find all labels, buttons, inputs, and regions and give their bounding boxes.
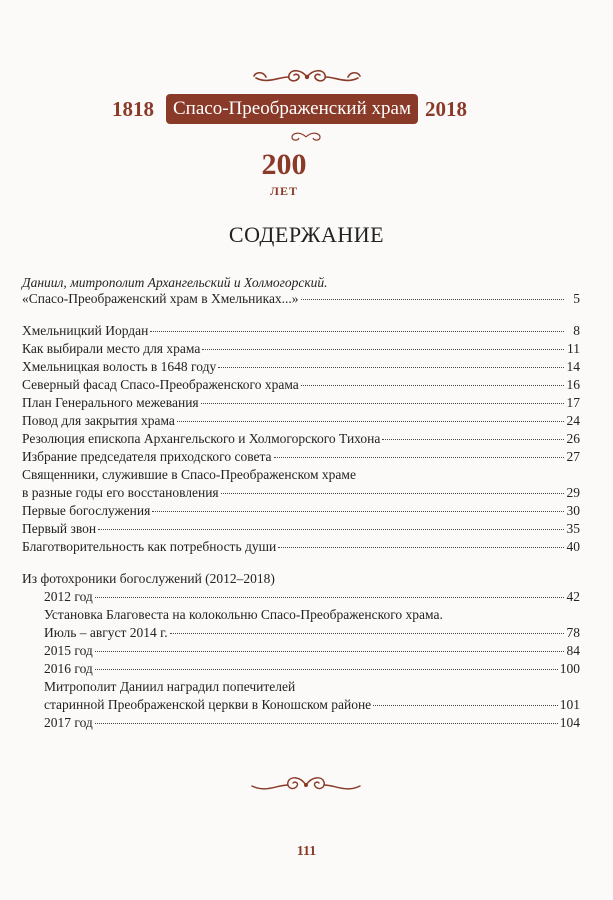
toc-entry-title: в разные годы его восстановления <box>22 485 219 500</box>
toc-entry-page: 84 <box>566 643 580 658</box>
toc-entry-title: Установка Благовеста на колокольню Спасо-Преображенского храма. <box>44 607 443 622</box>
toc-entry-title: Резолюция епископа Архангельского и Холмогорского Тихона <box>22 431 381 446</box>
dot-leader <box>152 500 564 512</box>
toc-entry-title: 2017 год <box>44 715 93 730</box>
toc-entry-title: Первые богослужения <box>22 503 151 518</box>
toc-entry <box>44 588 580 606</box>
toc-entry-page: 78 <box>566 625 580 640</box>
toc-entry-page: 26 <box>566 431 580 446</box>
toc-entry-title: Хмельницкая волость в 1648 году <box>22 359 217 374</box>
year-end: 2018 <box>425 97 467 121</box>
toc-entry-title: 2015 год <box>44 643 93 658</box>
toc-entry-title: Как выбирали место для храма <box>22 341 201 356</box>
toc-entry-page: 14 <box>566 359 580 374</box>
toc-entry-page: 30 <box>566 503 580 518</box>
anniversary-word: ЛЕТ <box>270 184 298 198</box>
dot-leader <box>95 712 558 724</box>
divider-ornament-icon <box>276 130 336 144</box>
toc-entry <box>22 290 580 308</box>
toc-entry-title: «Спасо-Преображенский храм в Хмельниках...» <box>22 291 299 306</box>
toc-entry-page: 11 <box>567 341 580 356</box>
dot-leader <box>301 288 564 300</box>
toc-entry-title: Первый звон <box>22 521 97 536</box>
dot-leader <box>95 586 564 598</box>
dot-leader <box>202 338 564 350</box>
top-ornament-icon <box>246 64 368 90</box>
toc-entry-title: Июль – август 2014 г. <box>44 625 168 640</box>
toc-entry-page: 101 <box>559 697 580 712</box>
dot-leader <box>170 622 564 634</box>
toc-entry-title: 2016 год <box>44 661 93 676</box>
anniversary-number: 200 <box>261 148 307 181</box>
toc-entry-title: Митрополит Даниил наградил попечителей <box>44 679 296 694</box>
page-title: СОДЕРЖАНИЕ <box>228 222 385 247</box>
toc-entry-title: Из фотохроники богослужений (2012–2018) <box>22 571 275 586</box>
toc-entry-page: 35 <box>566 521 580 536</box>
toc-entry-page: 104 <box>559 715 580 730</box>
toc-entry <box>22 538 580 556</box>
toc-entry-page: 27 <box>566 449 580 464</box>
toc-entry-title: Повод для закрытия храма <box>22 413 175 428</box>
bottom-ornament-icon <box>244 771 368 799</box>
dot-leader <box>373 694 558 706</box>
toc-entry-title: Даниил, митрополит Архангельский и Холмогорский. <box>22 275 328 290</box>
page-number: 111 <box>296 844 317 859</box>
header-title-banner <box>166 94 418 124</box>
toc-entry-title: Благотворительность как потребность души <box>22 539 277 554</box>
toc-entry-title: Священники, служившие в Спасо-Преображенском храме <box>22 467 356 482</box>
toc-entry-page: 5 <box>573 291 580 306</box>
header-title: Спасо-Преображенский храм <box>173 98 411 119</box>
dot-leader <box>95 640 564 652</box>
toc-entry-page: 42 <box>566 589 580 604</box>
toc-entry-page: 29 <box>566 485 580 500</box>
dot-leader <box>95 658 558 670</box>
toc-entry-page: 40 <box>566 539 580 554</box>
toc-entry-page: 24 <box>566 413 580 428</box>
dot-leader <box>177 410 564 422</box>
dot-leader <box>98 518 564 530</box>
toc-entry-title: 2012 год <box>44 589 93 604</box>
toc-entry-page: 16 <box>566 377 580 392</box>
toc-entry <box>44 660 580 678</box>
dot-leader <box>301 374 564 386</box>
dot-leader <box>150 320 564 332</box>
dot-leader <box>274 446 564 458</box>
toc-entry <box>44 714 580 732</box>
dot-leader <box>221 482 564 494</box>
toc-entry-title: Хмельницкий Иордан <box>22 323 149 338</box>
year-start: 1818 <box>112 97 154 121</box>
toc-entry-page: 17 <box>566 395 580 410</box>
toc-entry-title: старинной Преображенской церкви в Коношском районе <box>44 697 372 712</box>
toc-entry-title: Избрание председателя приходского совета <box>22 449 272 464</box>
dot-leader <box>218 356 564 368</box>
toc-entry-page: 8 <box>573 323 580 338</box>
dot-leader <box>278 536 564 548</box>
dot-leader <box>201 392 564 404</box>
dot-leader <box>382 428 564 440</box>
toc-entry-title: Северный фасад Спасо-Преображенского храма <box>22 377 299 392</box>
toc-entry-title: План Генерального межевания <box>22 395 199 410</box>
toc-entry-page: 100 <box>559 661 580 676</box>
toc-entry <box>22 448 580 466</box>
